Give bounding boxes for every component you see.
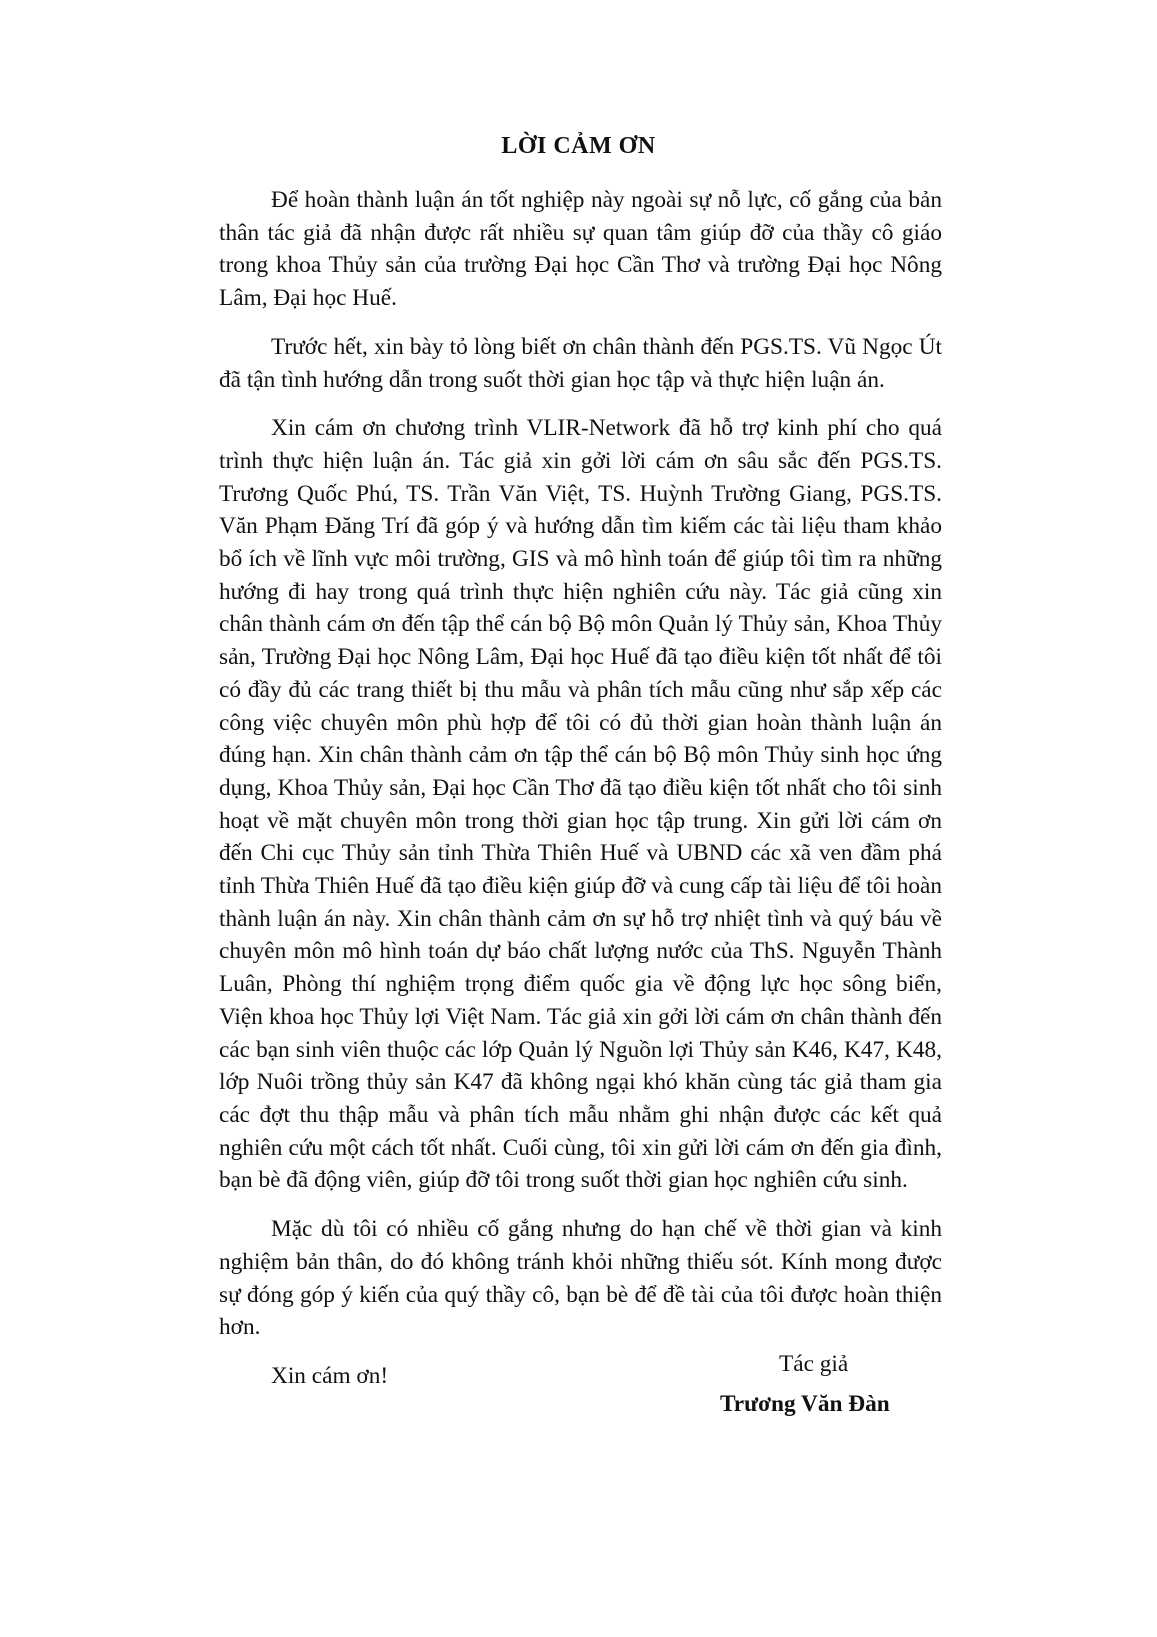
paragraph-intro: Để hoàn thành luận án tốt nghiệp này ngoài sự nỗ lực, cố gắng của bản thân tác giả đã nhận được rất nhiều sự quan tâm giúp đỡ của thầy cô giáo trong khoa Thủy sản của trường Đại học Cần Thơ và trường Đại học Nông Lâm, Đại học Huế. <box>219 187 942 312</box>
paragraph-apology: Mặc dù tôi có nhiều cố gắng nhưng do hạn chế về thời gian và kinh nghiệm bản thân, do đó không tránh khỏi những thiếu sót. Kính mong được sự đóng góp ý kiến của quý thầy cô, bạn bè để đề tài của tôi được hoàn thiện hơn. <box>219 1216 942 1341</box>
paragraph-advisor: Trước hết, xin bày tỏ lòng biết ơn chân thành đến PGS.TS. Vũ Ngọc Út đã tận tình hướng dẫn trong suốt thời gian học tập và thực hiện luận án. <box>219 333 942 393</box>
signature-role: Tác giả <box>779 1351 849 1377</box>
acknowledgement-body <box>219 184 942 1393</box>
paragraph-support: Xin cám ơn chương trình VLIR-Network đã hỗ trợ kinh phí cho quá trình thực hiện luận án. Tác giả xin gởi lời cám ơn sâu sắc đến PGS.TS. Trương Quốc Phú, TS. Trần Văn Việt, TS. Huỳnh Trường Giang, PGS.TS. Văn Phạm Đăng Trí đã góp ý và hướng dẫn tìm kiếm các tài liệu tham khảo bổ ích về lĩnh vực môi trường, GIS và mô hình toán để giúp tôi tìm ra những hướng đi hay trong quá trình thực hiện nghiên cứu này. Tác giả cũng xin chân thành cám ơn đến tập thể cán bộ Bộ môn Quản lý Thủy sản, Khoa Thủy sản, Trường Đại học Nông Lâm, Đại học Huế đã tạo điều kiện tốt nhất để tôi có đầy đủ các trang thiết bị thu mẫu và phân tích mẫu cũng như sắp xếp các công việc chuyên môn phù hợp để tôi có đủ thời gian hoàn thành luận án đúng hạn. Xin chân thành cảm ơn tập thể cán bộ Bộ môn Thủy sinh học ứng dụng, Khoa Thủy sản, Đại học Cần Thơ đã tạo điều kiện tốt nhất cho tôi sinh hoạt về mặt chuyên môn trong thời gian học tập trung. Xin gửi lời cám ơn đến Chi cục Thủy sản tỉnh Thừa Thiên Huế và UBND các xã ven đầm phá tỉnh Thừa Thiên Huế đã tạo điều kiện giúp đỡ và cung cấp tài liệu để tôi hoàn thành luận án này. Xin chân thành cảm ơn sự hỗ trợ nhiệt tình và quý báu về chuyên môn mô hình toán dự báo chất lượng nước của ThS. Nguyễn Thành Luân, Phòng thí nghiệm trọng điểm quốc gia về động lực học sông biển, Viện khoa học Thủy lợi Việt Nam. Tác giả xin gởi lời cám ơn chân thành đến các bạn sinh viên thuộc các lớp Quản lý Nguồn lợi Thủy sản K46, K47, K48, lớp Nuôi trồng thủy sản K47 đã không ngại khó khăn cùng tác giả tham gia các đợt thu thập mẫu và phân tích mẫu nhằm ghi nhận được các kết quả nghiên cứu một cách tốt nhất. Cuối cùng, tôi xin gửi lời cám ơn đến gia đình, bạn bè đã động viên, giúp đỡ tôi trong suốt thời gian học nghiên cứu sinh. <box>219 415 942 1194</box>
closing-thanks: Xin cám ơn! <box>271 1362 389 1389</box>
page-title: LỜI CẢM ƠN <box>501 133 656 159</box>
signature-name: Trương Văn Đàn <box>720 1391 890 1417</box>
